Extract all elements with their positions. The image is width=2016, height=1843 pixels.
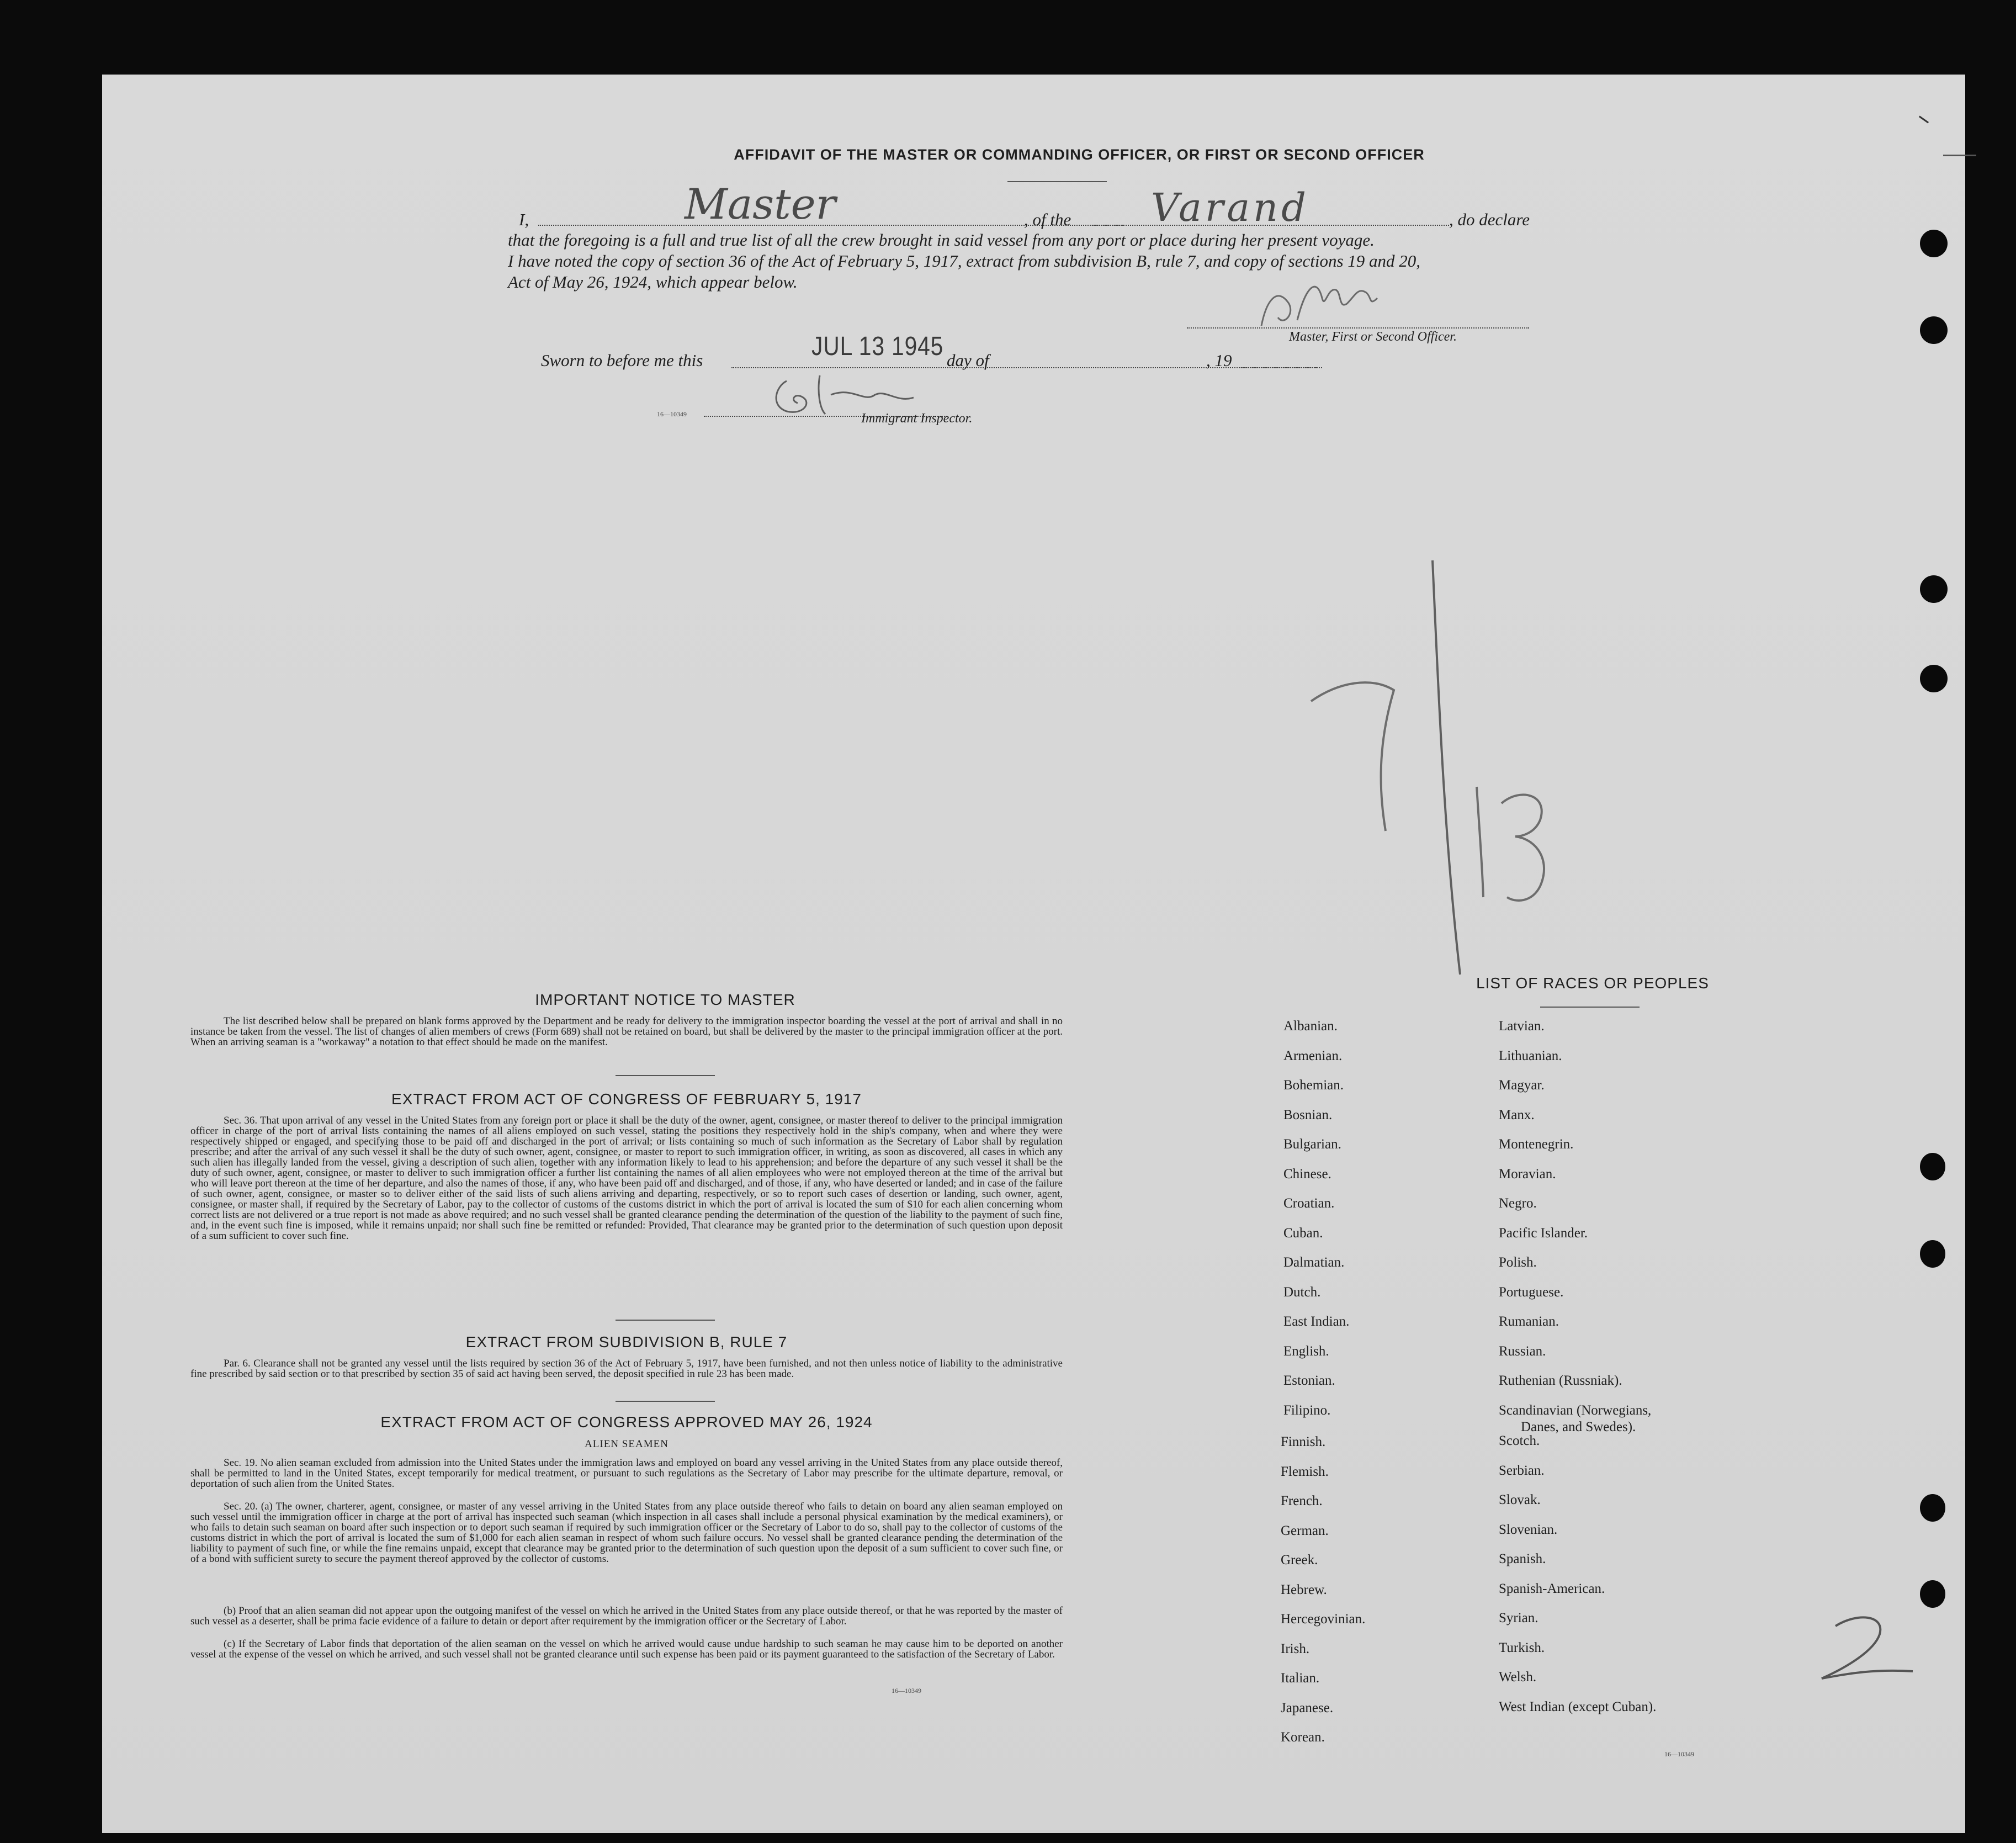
handwritten-page-number xyxy=(1813,1609,1924,1687)
race-item: Manx. xyxy=(1499,1108,1535,1122)
race-item: Spanish-American. xyxy=(1499,1581,1605,1596)
sec-20a-body: Sec. 20. (a) The owner, charterer, agent, consignee, or master of any vessel arriving in the United States from any place outside thereof who fails to detain on board any alien seaman employed on such vessel until the immigration officer in charge at the port of arrival has inspected such seaman (which inspection in all cases shall include a personal physical examination by the medical examiners), or who fails to detain such seaman on board after such inspection or to deport such seaman if required by such immigration officer or the Secretary of Labor to do so, shall pay to the collector of customs of the customs district in which the port of arrival is located the sum of $1,000 for each alien seaman in respect of whom such failure occurs. No vessel shall be granted clearance pending the determination of the liability to payment of such fine, or while the fine remains unpaid, except that clearance may be granted prior to the determination of such question upon the deposit of a sum sufficient to cover such fine, or of a bond with sufficient surety to secure the payment thereof approved by the collector of customs. xyxy=(190,1501,1063,1565)
notice-rule-1 xyxy=(616,1075,715,1076)
race-item: Hebrew. xyxy=(1281,1582,1327,1597)
vessel-handwriting: Varand xyxy=(1151,185,1309,230)
race-item: Irish. xyxy=(1281,1641,1310,1656)
document-page xyxy=(102,75,1965,1833)
race-item: Flemish. xyxy=(1281,1464,1329,1479)
signature-label: Master, First or Second Officer. xyxy=(1289,330,1457,344)
race-item: Spanish. xyxy=(1499,1551,1546,1566)
race-item: Bulgarian. xyxy=(1283,1137,1341,1152)
master-handwriting: Master xyxy=(685,179,836,229)
race-item: Moravian. xyxy=(1499,1167,1556,1182)
sec-20b-body: (b) Proof that an alien seaman did not appear upon the outgoing manifest of the vessel on which he arrived in the United States from any place outside thereof, or that he was reported by the master of such vessel as a deserter, shall be prima facie evidence of a failure to detain or deport after requirement by the immigration officer or the Secretary of Labor. xyxy=(190,1605,1063,1627)
inspector-label: Immigrant Inspector. xyxy=(861,411,973,426)
stray-mark xyxy=(1919,116,1929,124)
punch-hole xyxy=(1920,316,1948,344)
year-label: , 19 xyxy=(1206,351,1232,370)
punch-hole xyxy=(1920,1494,1945,1522)
races-left-column xyxy=(1283,1019,1482,1825)
race-item: Magyar. xyxy=(1499,1078,1545,1093)
race-item: Russian. xyxy=(1499,1344,1546,1359)
race-item: Albanian. xyxy=(1283,1019,1338,1034)
races-form-number: 16—10349 xyxy=(1664,1750,1694,1758)
sec-19-body: Sec. 19. No alien seaman excluded from admission into the United States under the immigration laws and employed on board any vessel arriving in the United States from any place outside thereof, shall be permitted to land in the United States, except temporarily for medical treatment, or pursuant to such regulations as the Secretary of Labor may prescribe for the ultimate departure, removal, or deportation of such alien from the United States. xyxy=(190,1457,1063,1490)
year-dotted-line xyxy=(1237,367,1322,368)
race-item: Ruthenian (Russniak). xyxy=(1499,1373,1622,1388)
sec-20c-body: (c) If the Secretary of Labor finds that deportation of the alien seaman on the vessel on which he arrived would cause undue hardship to such seaman he may cause him to be deported on another vessel at the expense of the vessel on which he arrived, and such vessel shall not be granted clearance until such expense has been paid or its payment guaranteed to the satisfaction of the Secretary of Labor. xyxy=(190,1638,1063,1660)
race-item: Danes, and Swedes). xyxy=(1521,1420,1636,1434)
race-item: Croatian. xyxy=(1283,1196,1335,1211)
race-item: Bohemian. xyxy=(1283,1078,1344,1093)
race-item: Cuban. xyxy=(1283,1226,1323,1241)
race-item: Dalmatian. xyxy=(1283,1255,1345,1270)
race-item: Finnish. xyxy=(1281,1434,1326,1449)
punch-hole xyxy=(1920,1580,1945,1608)
race-item: Filipino. xyxy=(1283,1403,1331,1418)
race-item: Japanese. xyxy=(1281,1701,1334,1715)
affidavit-line-4: Act of May 26, 1924, which appear below. xyxy=(508,272,798,292)
race-item: Hercegovinian. xyxy=(1281,1612,1366,1627)
affidavit-title: AFFIDAVIT OF THE MASTER OR COMMANDING OFFICER, OR FIRST OR SECOND OFFICER xyxy=(734,146,1425,163)
race-item: Italian. xyxy=(1281,1671,1320,1686)
race-item: Estonian. xyxy=(1283,1373,1335,1388)
race-item: Syrian. xyxy=(1499,1611,1538,1625)
affidavit-line-3: I have noted the copy of section 36 of the Act of February 5, 1917, extract from subdivision B, rule 7, and copy of sections 19 and 20, xyxy=(508,251,1421,271)
race-item: Slovenian. xyxy=(1499,1522,1558,1537)
race-item: English. xyxy=(1283,1344,1329,1359)
affidavit-line-2: that the foregoing is a full and true list of all the crew brought in said vessel from any port or place during her present voyage. xyxy=(508,230,1375,250)
affidavit-i-label: I, xyxy=(519,210,529,229)
notice-title: IMPORTANT NOTICE TO MASTER xyxy=(535,991,795,1008)
race-item: Korean. xyxy=(1281,1730,1325,1745)
race-item: Lithuanian. xyxy=(1499,1048,1562,1063)
race-item: Polish. xyxy=(1499,1255,1537,1270)
notice-rule-2 xyxy=(616,1320,715,1321)
race-item: Armenian. xyxy=(1283,1048,1343,1063)
races-rule xyxy=(1540,1007,1640,1008)
affidavit-form-number: 16—10349 xyxy=(657,410,687,418)
race-item: Portuguese. xyxy=(1499,1285,1564,1300)
race-item: Negro. xyxy=(1499,1196,1537,1211)
race-item: Chinese. xyxy=(1283,1167,1331,1182)
race-item: Rumanian. xyxy=(1499,1314,1559,1329)
race-item: Scotch. xyxy=(1499,1433,1540,1448)
day-of-label: day of xyxy=(947,351,989,370)
of-the-label: , of the xyxy=(1024,210,1071,229)
race-item: Montenegrin. xyxy=(1499,1137,1574,1152)
race-item: French. xyxy=(1281,1494,1323,1508)
race-item: Scandinavian (Norwegians, xyxy=(1499,1403,1652,1418)
notice-form-number: 16—10349 xyxy=(892,1687,921,1694)
race-item: German. xyxy=(1281,1523,1329,1538)
race-item: Dutch. xyxy=(1283,1285,1321,1300)
notice-rule-3 xyxy=(616,1401,715,1402)
race-item: Bosnian. xyxy=(1283,1108,1333,1122)
race-item: Turkish. xyxy=(1499,1640,1545,1655)
title-rule xyxy=(1007,181,1107,182)
extract-1917-title: EXTRACT FROM ACT OF CONGRESS OF FEBRUARY 5, 1917 xyxy=(391,1090,862,1108)
punch-hole xyxy=(1920,1153,1945,1180)
sworn-label: Sworn to before me this xyxy=(541,351,703,370)
punch-hole xyxy=(1920,665,1948,692)
do-declare-label: , do declare xyxy=(1449,210,1530,229)
handwritten-fraction xyxy=(1289,544,1598,997)
race-item: Slovak. xyxy=(1499,1492,1541,1507)
signature-dotted-line xyxy=(1187,327,1529,329)
alien-seamen-subtitle: ALIEN SEAMEN xyxy=(585,1438,669,1450)
extract-rule7-title: EXTRACT FROM SUBDIVISION B, RULE 7 xyxy=(465,1333,788,1351)
race-item: Welsh. xyxy=(1499,1670,1537,1685)
extract-1917-body: Sec. 36. That upon arrival of any vessel in the United States from any foreign port or place it shall be the duty of the owner, agent, consignee, or master thereof to deliver to the principal immigration officer in charge of the port of arrival lists containing the names of all aliens employed on such vessel, stating the positions they respectively hold in the ship's company, when and where they were respectively shipped or engaged, and specifying those to be paid off and discharged in the port of arrival; or lists containing so much of such information as the Secretary of Labor shall by regulation prescribe; and after the arrival of any such vessel it shall be the duty of such owner, agent, consignee, or master to report to such immigration officer, in writing, as soon as discovered, all cases in which any such alien has illegally landed from the vessel, giving a description of such alien, together with any information likely to lead to his apprehension; and before the departure of any such vessel it shall be the duty of such owner, agent, consignee, or master to deliver to such immigration officer a further list containing the names of all alien employees who were not employed thereon at the time of the arrival but who will leave port thereon at the time of her departure, and also the names of those, if any, who have been paid off and discharged, and of those, if any, who have deserted or landed; and in case of the failure of such owner, agent, consignee, or master so to deliver either of the said lists of such aliens arriving and departing, respectively, or so to report such cases of desertion or landing, such owner, agent, consignee, or master shall, if required by the Secretary of Labor, pay to the collector of customs of the customs district in which the port of arrival is located the sum of $10 for each alien concerning whom correct lists are not delivered or a true report is not made as above required; and no such vessel shall be granted clearance pending the determination of the question of the liability to the payment of such fine, and, in the event such fine is imposed, while it remains unpaid; nor shall such fine be remitted or refunded: Provided, That clearance may be granted prior to the determination of such question upon deposit of a sum sufficient to cover such fine. xyxy=(190,1115,1063,1242)
stray-mark xyxy=(1943,155,1976,156)
race-item: Latvian. xyxy=(1499,1019,1545,1034)
race-item: West Indian (except Cuban). xyxy=(1499,1699,1657,1714)
extract-rule7-body: Par. 6. Clearance shall not be granted any vessel until the lists required by section 36 of the Act of February 5, 1917, have been furnished, and not then unless notice of liability to the administrative fine prescribed by said section or to that prescribed by section 35 of said act having been served, the deposit specified in rule 23 has been made. xyxy=(190,1358,1063,1380)
punch-hole xyxy=(1920,230,1948,257)
races-title: LIST OF RACES OR PEOPLES xyxy=(1476,975,1709,992)
extract-1924-title: EXTRACT FROM ACT OF CONGRESS APPROVED MAY 26, 1924 xyxy=(380,1413,873,1431)
date-stamp: JUL 13 1945 xyxy=(811,332,944,361)
race-item: Pacific Islander. xyxy=(1499,1226,1588,1241)
races-right-column xyxy=(1499,1019,1830,1825)
race-item: Greek. xyxy=(1281,1553,1318,1567)
race-item: East Indian. xyxy=(1283,1314,1350,1329)
notice-body: The list described below shall be prepared on blank forms approved by the Department and be ready for delivery to the immigration inspector boarding the vessel at the port of arrival and shall in no instance be taken from the vessel. The list of changes of alien members of crews (Form 689) shall not be retained on board, but shall be delivered by the master to the principal immigration officer at the port. When an arriving seaman is a "workaway" a notation to that effect should be made on the manifest. xyxy=(190,1015,1063,1048)
punch-hole xyxy=(1920,575,1948,603)
punch-hole xyxy=(1920,1240,1945,1268)
officer-signature xyxy=(1245,265,1433,337)
race-item: Serbian. xyxy=(1499,1463,1545,1478)
